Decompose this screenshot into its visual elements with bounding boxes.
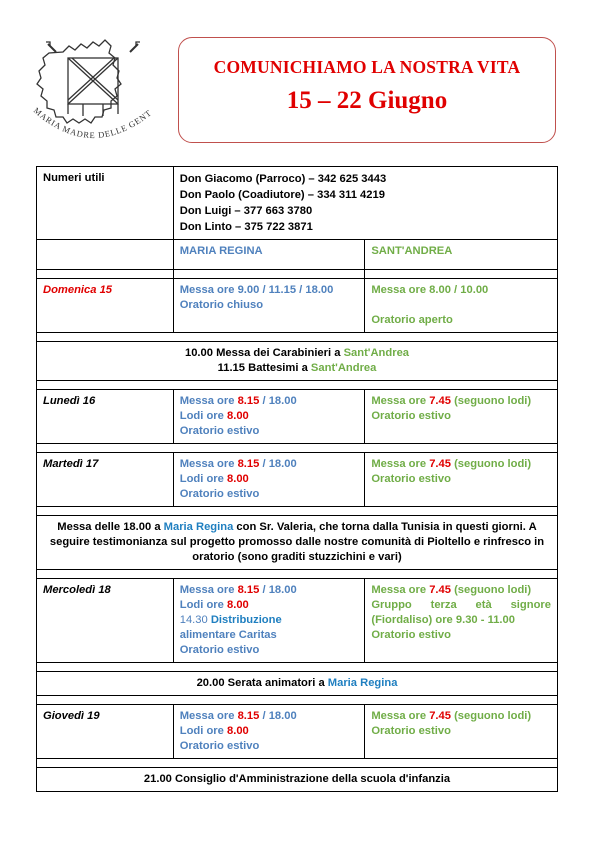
notice-tuesday: Messa delle 18.00 a Maria Regina con Sr. Valeria, che torna dalla Tunisia in questi giorni. A seguire testimonianza sul progetto promosso dalle nostre comunità di Pioltello e rinfresco in oratorio (sono graditi stuzzichini e vari): [37, 516, 558, 570]
column-maria-regina: MARIA REGINA: [173, 240, 365, 270]
sant-andrea-cell: Messa ore 7.45 (seguono lodi) Oratorio estivo: [365, 453, 558, 507]
oratorio-status: Oratorio aperto: [371, 314, 453, 326]
day-label: Domenica 15: [37, 279, 174, 333]
parish-logo: [28, 30, 158, 148]
sant-andrea-cell: [365, 279, 558, 333]
maria-regina-cell: [173, 279, 365, 333]
notice-wednesday: 20.00 Serata animatori a Maria Regina: [37, 672, 558, 696]
phone-line: Don Luigi – 377 663 3780: [179, 205, 313, 217]
place-maria-regina: Maria Regina: [163, 521, 234, 533]
schedule-table: [36, 166, 558, 792]
place-sant-andrea: Sant'Andrea: [343, 347, 410, 359]
phone-line: Don Giacomo (Parroco) – 342 625 3443: [179, 173, 387, 185]
day-row-tuesday: [37, 453, 558, 507]
notice-thursday: 21.00 Consiglio d'Amministrazione della scuola d'infanzia: [37, 768, 558, 792]
phone-line: Don Linto – 375 722 3871: [179, 221, 313, 233]
logo-text: MARIA MADRE DELLE GENT: [31, 105, 154, 141]
empty-cell: [37, 240, 174, 270]
maria-regina-cell: Messa ore 8.15 / 18.00 Lodi ore 8.00 Oratorio estivo: [173, 453, 365, 507]
phone-list: [173, 167, 557, 240]
place-maria-regina: Maria Regina: [327, 677, 398, 689]
page-title: COMUNICHIAMO LA NOSTRA VITA: [213, 57, 521, 77]
day-label: Martedì 17: [37, 453, 174, 507]
sant-andrea-cell: Messa ore 7.45 (seguono lodi) Gruppo terza età signore (Fiordaliso) ore 9.30 - 11.00 Oratorio estivo: [365, 579, 558, 663]
numbers-label: Numeri utili: [37, 167, 174, 240]
column-sant-andrea: SANT'ANDREA: [365, 240, 558, 270]
day-label: Mercoledì 18: [37, 579, 174, 663]
place-sant-andrea: Sant'Andrea: [310, 362, 377, 374]
notice-sunday: 10.00 Messa dei Carabinieri a Sant'Andrea 11.15 Battesimi a Sant'Andrea: [37, 342, 558, 381]
day-row-monday: [37, 390, 558, 444]
date-range: 15 – 22 Giugno: [286, 87, 448, 114]
title-box: [178, 37, 556, 143]
maria-regina-cell: Messa ore 8.15 / 18.00 Lodi ore 8.00 Oratorio estivo: [173, 390, 365, 444]
phone-line: Don Paolo (Coadiutore) – 334 311 4219: [179, 189, 385, 201]
sant-andrea-cell: Messa ore 7.45 (seguono lodi) Oratorio estivo: [365, 390, 558, 444]
day-row-sunday: [37, 279, 558, 333]
sant-andrea-cell: Messa ore 7.45 (seguono lodi) Oratorio estivo: [365, 705, 558, 759]
day-row-wednesday: [37, 579, 558, 663]
day-row-thursday: [37, 705, 558, 759]
mass-times: Messa ore 8.00 / 10.00: [371, 284, 489, 296]
mass-times: Messa ore 9.00 / 11.15 / 18.00: [179, 284, 334, 296]
column-header-row: [37, 240, 558, 270]
maria-regina-cell: Messa ore 8.15 / 18.00 Lodi ore 8.00 14.30 Distribuzione alimentare Caritas Oratorio estivo: [173, 579, 365, 663]
day-label: Lunedì 16: [37, 390, 174, 444]
oratorio-status: Oratorio chiuso: [179, 299, 264, 311]
day-label: Giovedì 19: [37, 705, 174, 759]
numbers-row: [37, 167, 558, 240]
maria-regina-cell: Messa ore 8.15 / 18.00 Lodi ore 8.00 Oratorio estivo: [173, 705, 365, 759]
